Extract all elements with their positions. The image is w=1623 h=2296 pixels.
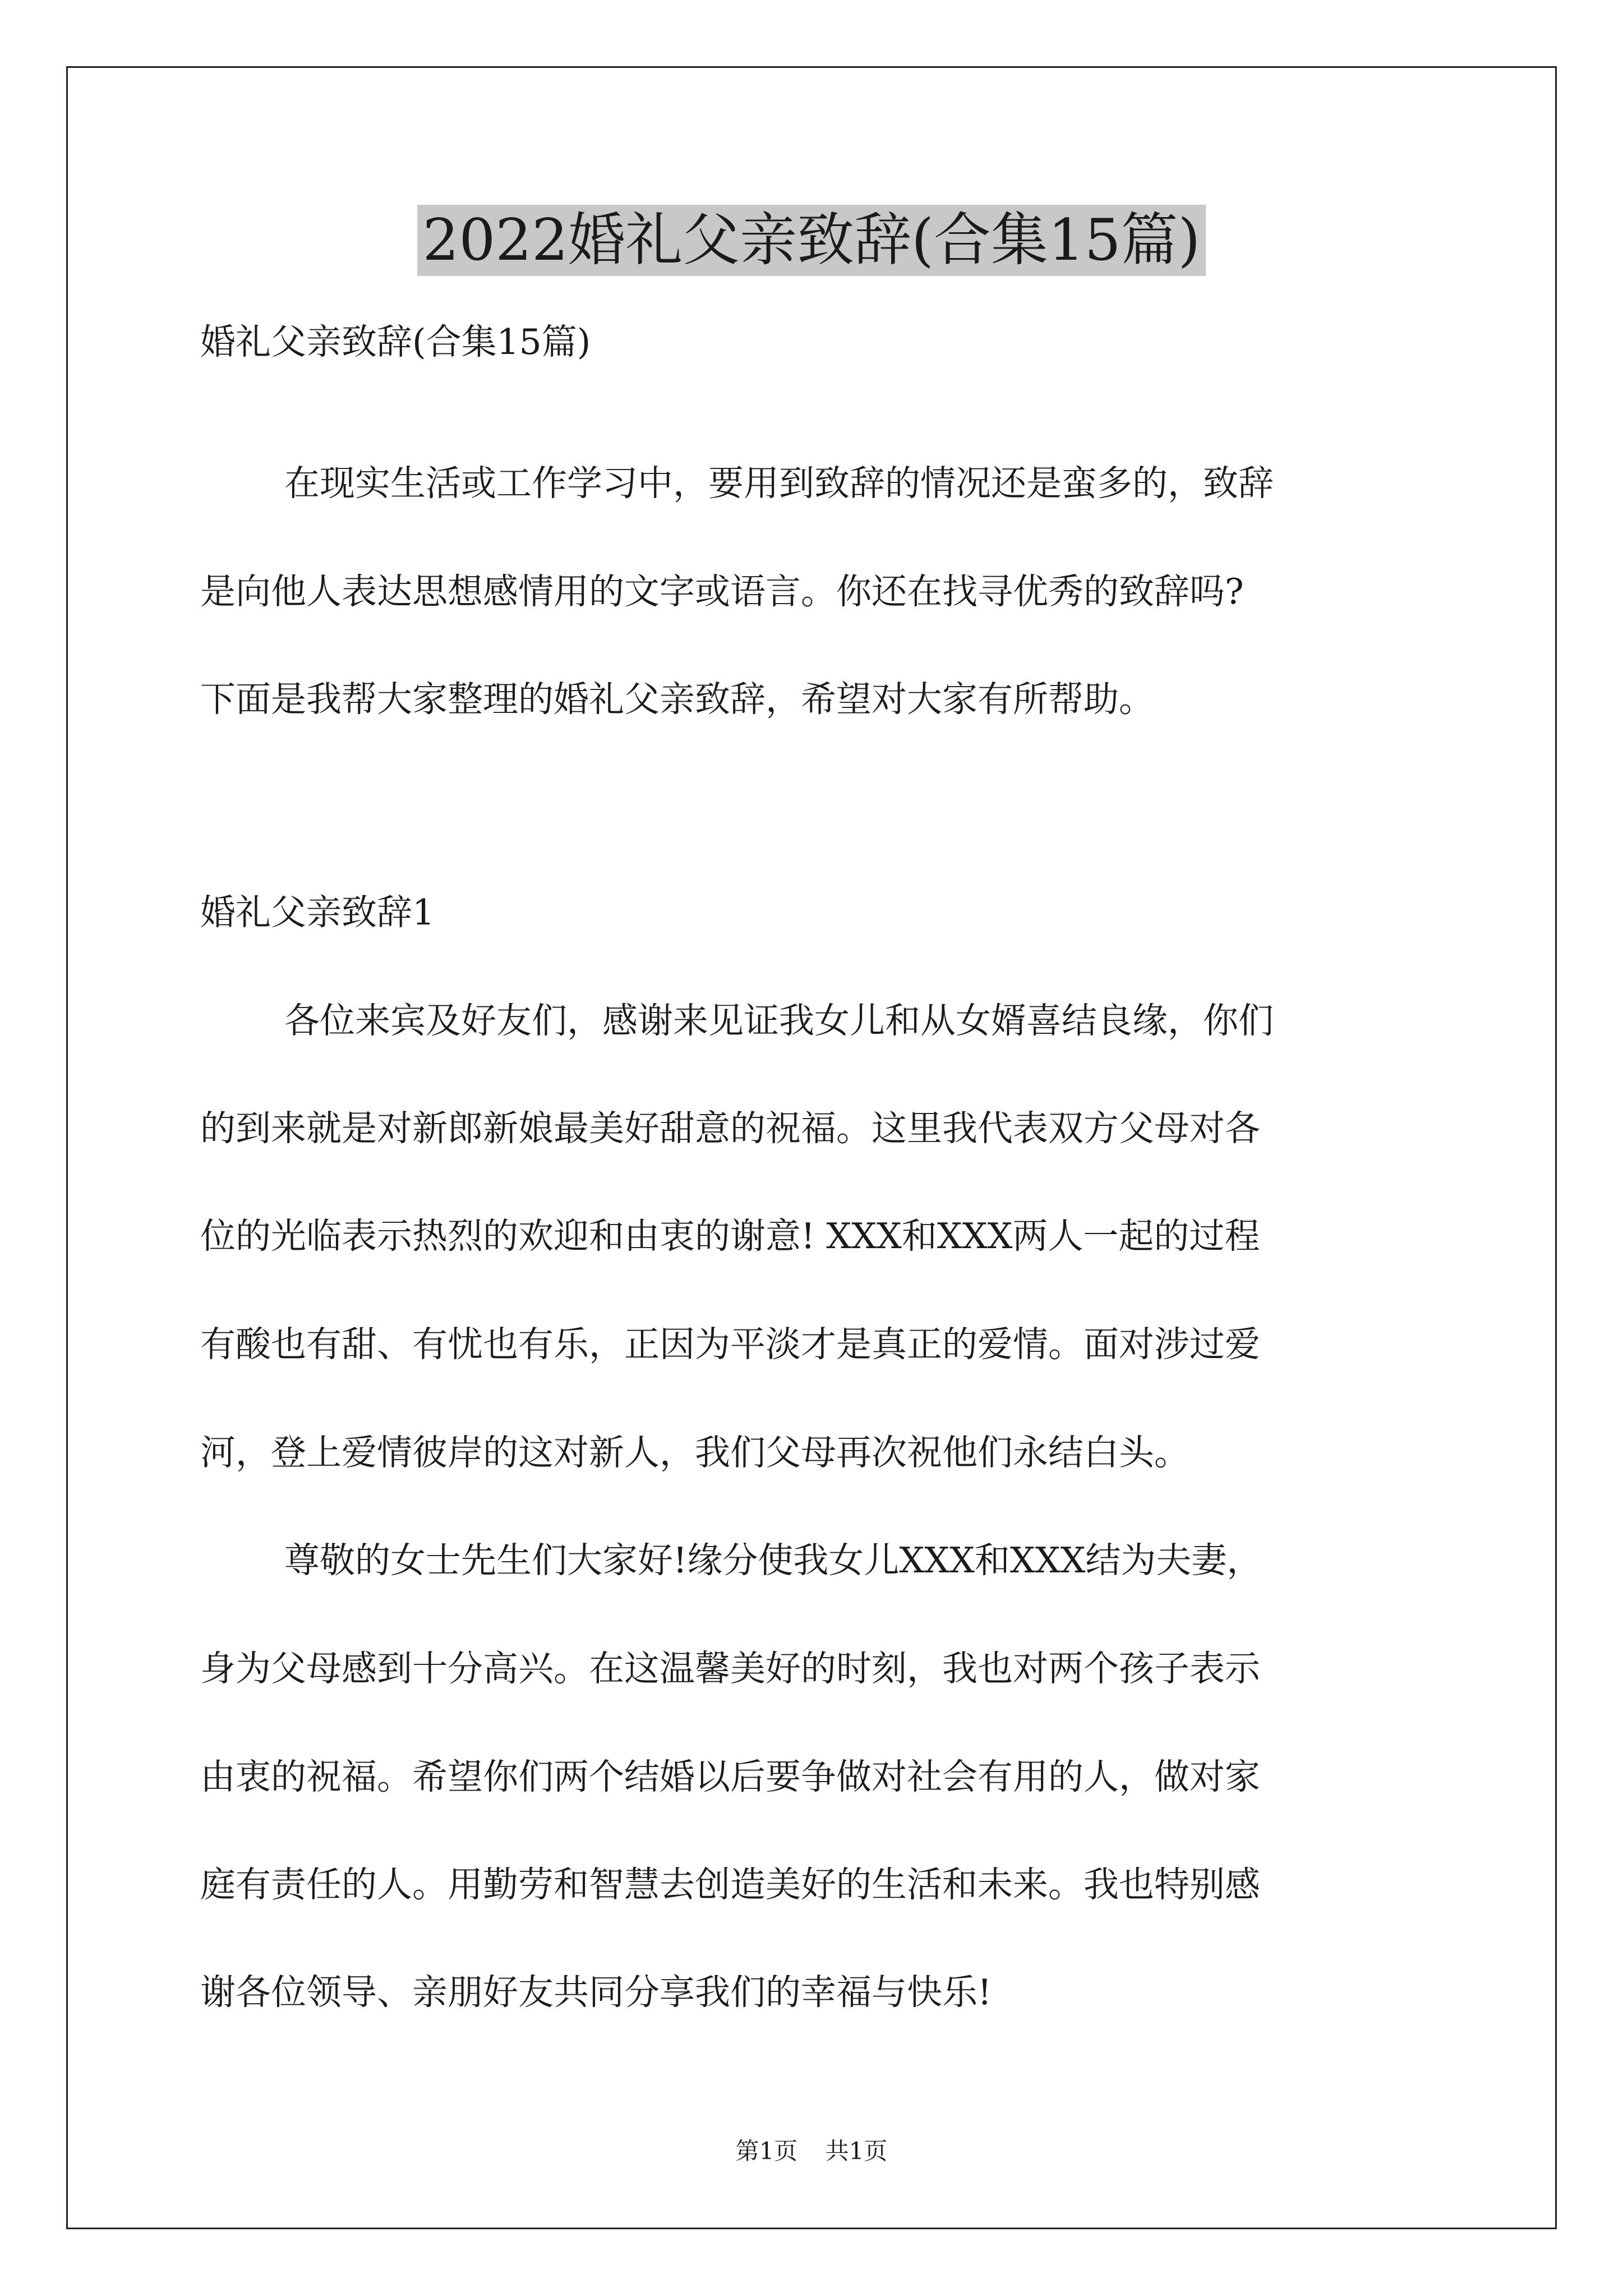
intro-line: 下面是我帮大家整理的婚礼父亲致辞，希望对大家有所帮助。 [200,679,1154,720]
page-number-total: 共1页 [825,2137,888,2165]
document-title [0,205,1623,277]
paragraph-line: 身为父母感到十分高兴。在这温馨美好的时刻，我也对两个孩子表示 [200,1648,1260,1689]
paragraph-line: 位的光临表示热烈的欢迎和由衷的谢意! XXX和XXX两人一起的过程 [200,1216,1260,1257]
paragraph-line: 各位来宾及好友们，感谢来见证我女儿和从女婿喜结良缘，你们 [284,1000,1274,1041]
paragraph-line: 有酸也有甜、有忧也有乐，正因为平淡才是真正的爱情。面对涉过爱 [200,1324,1260,1365]
paragraph-line: 尊敬的女士先生们大家好!缘分使我女儿XXX和XXX结为夫妻， [284,1540,1262,1581]
paragraph-line: 庭有责任的人。用勤劳和智慧去创造美好的生活和未来。我也特别感 [200,1864,1260,1905]
page-footer [0,2134,1623,2168]
document-title-text: 2022婚礼父亲致辞(合集15篇) [417,205,1206,276]
paragraph-line: 的到来就是对新郎新娘最美好甜意的祝福。这里我代表双方父母对各 [200,1108,1260,1149]
paragraph-line: 河，登上爱情彼岸的这对新人，我们父母再次祝他们永结白头。 [200,1432,1189,1473]
paragraph-line: 谢各位领导、亲朋好友共同分享我们的幸福与快乐! [200,1972,992,2013]
intro-line: 是向他人表达思想感情用的文字或语言。你还在找寻优秀的致辞吗? [200,571,1244,612]
page-number-current: 第1页 [735,2137,798,2165]
intro-line: 在现实生活或工作学习中，要用到致辞的情况还是蛮多的，致辞 [284,463,1274,504]
section-heading: 婚礼父亲致辞1 [200,892,435,933]
document-subtitle: 婚礼父亲致辞(合集15篇) [200,321,591,362]
paragraph-line: 由衷的祝福。希望你们两个结婚以后要争做对社会有用的人，做对家 [200,1756,1260,1797]
